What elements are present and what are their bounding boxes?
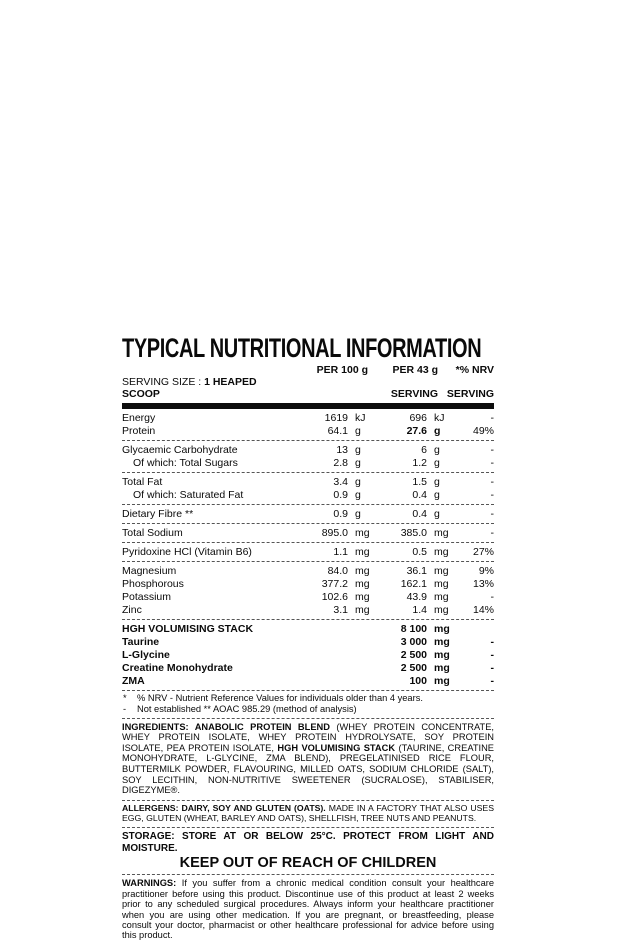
unit-per-100g [348, 649, 378, 662]
table-row [122, 591, 494, 604]
value-per-serving: 1.2 [412, 456, 427, 469]
column-headers-row2 [122, 376, 494, 400]
nutrition-label [122, 333, 495, 945]
plain-text: MADE IN A FACTORY THAT ALSO USES EGG, GLUTEN (WHEAT, BARLEY AND OATS), SHELLFISH, TREE NUTS AND PEANUTS. [122, 802, 495, 823]
row-name: Energy [122, 411, 156, 424]
value-per-100g: 1619 [324, 411, 348, 424]
bold-text: WARNINGS: [122, 878, 182, 889]
nrv-value: - [490, 648, 494, 661]
ingredients-paragraph [122, 719, 494, 801]
nrv-value: - [490, 443, 494, 456]
table-group [122, 409, 494, 441]
unit-per-serving: g [434, 424, 441, 437]
unit-per-100g: mg [355, 564, 370, 577]
unit-per-100g [348, 636, 378, 649]
value-per-serving: 100 [409, 674, 427, 687]
keep-out-heading: KEEP OUT OF REACH OF CHILDREN [179, 855, 437, 872]
per-serving-header: PER 43 g [392, 364, 438, 376]
unit-per-serving: mg [434, 526, 449, 539]
value-per-serving: 0.5 [412, 545, 427, 558]
unit-per-serving: g [434, 488, 440, 501]
nrv-value: 14% [472, 603, 494, 616]
unit-per-serving: mg [434, 622, 450, 635]
table-row [122, 527, 494, 540]
nrv-value: - [490, 526, 494, 539]
value-per-serving: 0.4 [412, 507, 427, 520]
value-per-serving: 1.4 [412, 603, 427, 616]
row-name: Phosphorous [122, 577, 184, 590]
value-per-serving: 385.0 [400, 526, 427, 539]
table-row [122, 578, 494, 591]
value-per-serving: 36.1 [406, 564, 427, 577]
unit-per-100g: g [355, 488, 361, 501]
bold-text: INGREDIENTS: ANABOLIC PROTEIN BLEND [122, 721, 337, 732]
unit-per-serving: mg [434, 648, 450, 661]
per-serving-subheader: SERVING [390, 388, 438, 400]
table-group [122, 562, 494, 620]
nrv-value: - [490, 411, 494, 424]
nutrition-table [122, 409, 494, 691]
table-row [122, 565, 494, 578]
value-per-100g: 84.0 [327, 564, 348, 577]
row-name: Taurine [122, 635, 160, 648]
table-group [122, 473, 494, 505]
table-row [122, 636, 494, 649]
table-row [122, 412, 494, 425]
allergens-paragraph [122, 801, 494, 829]
value-per-100g: 1.1 [333, 545, 348, 558]
table-row [122, 489, 494, 502]
unit-per-100g: mg [355, 526, 370, 539]
nrv-value: - [490, 475, 494, 488]
row-name: Pyridoxine HCl (Vitamin B6) [122, 545, 252, 558]
table-row [122, 444, 494, 457]
value-per-serving: 6 [421, 443, 427, 456]
row-name: Protein [122, 424, 156, 437]
unit-per-100g: g [355, 456, 361, 469]
unit-per-serving: mg [434, 674, 450, 687]
value-per-100g: 0.9 [333, 488, 348, 501]
value-per-100g: 2.8 [333, 456, 348, 469]
row-name: HGH VOLUMISING STACK [122, 622, 254, 635]
value-per-100g: 0.9 [333, 507, 348, 520]
value-per-serving: 27.6 [406, 424, 427, 437]
nrv-value: 9% [478, 564, 494, 577]
row-name: Zinc [122, 603, 142, 616]
serving-size [122, 376, 278, 400]
footnote [122, 704, 494, 715]
storage-block [122, 828, 494, 875]
unit-per-100g: kJ [355, 411, 366, 424]
nrv-value: - [490, 674, 494, 687]
warnings-paragraph [122, 875, 494, 944]
serving-size-label: SERVING SIZE : [122, 376, 205, 388]
value-per-serving: 2 500 [400, 661, 427, 674]
table-row [122, 425, 494, 438]
unit-per-serving: g [434, 443, 440, 456]
unit-per-serving: mg [434, 603, 449, 616]
unit-per-serving: g [434, 507, 440, 520]
value-per-serving: 1.5 [412, 475, 427, 488]
footnote-symbol: * [123, 693, 127, 703]
table-group [122, 441, 494, 473]
row-name: Creatine Monohydrate [122, 661, 233, 674]
table-row [122, 623, 494, 636]
label-title: TYPICAL NUTRITIONAL INFORMATION [122, 333, 482, 363]
nrv-value: - [490, 661, 494, 674]
row-name: Of which: Total Sugars [133, 456, 238, 469]
row-name: Potassium [122, 590, 172, 603]
row-name: ZMA [122, 674, 145, 687]
bold-text: HGH VOLUMISING STACK [277, 742, 399, 753]
value-per-100g: 102.6 [321, 590, 348, 603]
unit-per-100g: mg [355, 577, 370, 590]
nrv-subheader: SERVING [446, 388, 494, 400]
table-group [122, 505, 494, 524]
unit-per-serving: g [434, 456, 440, 469]
value-per-100g [282, 662, 348, 675]
value-per-100g: 64.1 [327, 424, 348, 437]
table-row [122, 508, 494, 521]
value-per-100g: 3.4 [333, 475, 348, 488]
unit-per-serving: mg [434, 661, 450, 674]
nrv-value [463, 623, 494, 636]
footnote-symbol: - [123, 703, 127, 714]
value-per-serving: 162.1 [400, 577, 427, 590]
table-row [122, 649, 494, 662]
plain-text: (TAURINE, CREATINE MONOHYDRATE, L-GLYCINE, ZMA BLEND), PREGELATINISED RICE FLOUR, BUTTERMILK POWDER, FLAVOURING, MILLED OATS, SODIUM CHLORIDE (SALT), SOY LECITHIN, NON-NUTRITIVE SWEETENER (SUCRALOSE), STABILISER, DIGEZYME®. [122, 742, 495, 796]
table-row [122, 604, 494, 617]
plain-text: If you suffer from a chronic medical condition consult your healthcare practitioner before using this product. Discontinue use of this product at least 2 weeks prior to any scheduled surgical procedures. Always inform your healthcare practitioner when you are using other medication. If you are pregnant, or breastfeeding, please consult your doctor, pharmacist or other healthcare professional for advice before using this product. [122, 878, 495, 941]
row-name: L-Glycine [122, 648, 170, 661]
unit-per-100g: mg [355, 590, 370, 603]
table-row [122, 546, 494, 559]
unit-per-serving: mg [434, 545, 449, 558]
row-name: Of which: Saturated Fat [133, 488, 244, 501]
unit-per-100g: g [355, 507, 361, 520]
value-per-serving: 696 [409, 411, 427, 424]
table-row [122, 675, 494, 688]
row-name: Dietary Fibre ** [122, 507, 194, 520]
value-per-100g [282, 675, 348, 688]
value-per-100g [282, 649, 348, 662]
nrv-value: 27% [472, 545, 494, 558]
per-100g-header: PER 100 g [316, 364, 368, 376]
nrv-header: *% NRV [455, 364, 494, 376]
unit-per-100g [348, 623, 378, 636]
row-name: Total Sodium [122, 526, 183, 539]
value-per-serving: 3 000 [400, 635, 427, 648]
footnotes [122, 691, 494, 719]
unit-per-100g: g [355, 443, 361, 456]
row-name: Total Fat [122, 475, 163, 488]
value-per-100g [282, 636, 348, 649]
nrv-value: - [490, 488, 494, 501]
unit-per-100g [348, 662, 378, 675]
table-group [122, 620, 494, 691]
column-headers-row1 [122, 364, 494, 376]
value-per-100g: 377.2 [321, 577, 348, 590]
row-name: Glycaemic Carbohydrate [122, 443, 238, 456]
unit-per-100g: mg [355, 603, 370, 616]
nrv-value: 13% [472, 577, 494, 590]
unit-per-serving: kJ [434, 411, 445, 424]
bold-text: ALLERGENS: DAIRY, SOY AND GLUTEN (OATS). [122, 802, 326, 813]
unit-per-100g [348, 675, 378, 688]
footnote [122, 693, 494, 704]
value-per-serving: 8 100 [400, 622, 427, 635]
unit-per-100g: g [355, 424, 361, 437]
value-per-100g: 13 [336, 443, 348, 456]
plain-text: (WHEY PROTEIN CONCENTRATE, WHEY PROTEIN ISOLATE, WHEY PROTEIN HYDROLYSATE, SOY PROTEIN ISOLATE, PEA PROTEIN ISOLATE, [122, 721, 494, 753]
value-per-serving: 0.4 [412, 488, 427, 501]
nrv-value: - [490, 507, 494, 520]
table-group [122, 543, 494, 562]
nrv-value: - [490, 635, 494, 648]
table-row [122, 476, 494, 489]
row-name: Magnesium [122, 564, 177, 577]
value-per-100g [282, 623, 348, 636]
nrv-value: 49% [472, 424, 494, 437]
nrv-value: - [490, 456, 494, 469]
serving-size-value: 1 HEAPED SCOOP [122, 376, 257, 400]
unit-per-100g: g [355, 475, 361, 488]
nrv-value: - [490, 590, 494, 603]
value-per-100g: 3.1 [333, 603, 348, 616]
value-per-serving: 2 500 [400, 648, 427, 661]
value-per-serving: 43.9 [406, 590, 427, 603]
table-row [122, 662, 494, 675]
table-group [122, 524, 494, 543]
unit-per-serving: mg [434, 590, 449, 603]
footnote-text: Not established ** AOAC 985.29 (method of analysis) [137, 703, 357, 714]
unit-per-serving: mg [434, 635, 450, 648]
value-per-100g: 895.0 [321, 526, 348, 539]
table-row [122, 457, 494, 470]
unit-per-serving: mg [434, 564, 449, 577]
unit-per-serving: mg [434, 577, 449, 590]
unit-per-100g: mg [355, 545, 370, 558]
footnote-text: % NRV - Nutrient Reference Values for individuals older than 4 years. [137, 693, 423, 703]
unit-per-serving: g [434, 475, 440, 488]
storage-line: STORAGE: STORE AT OR BELOW 25°C. PROTECT FROM LIGHT AND MOISTURE. [122, 831, 494, 855]
